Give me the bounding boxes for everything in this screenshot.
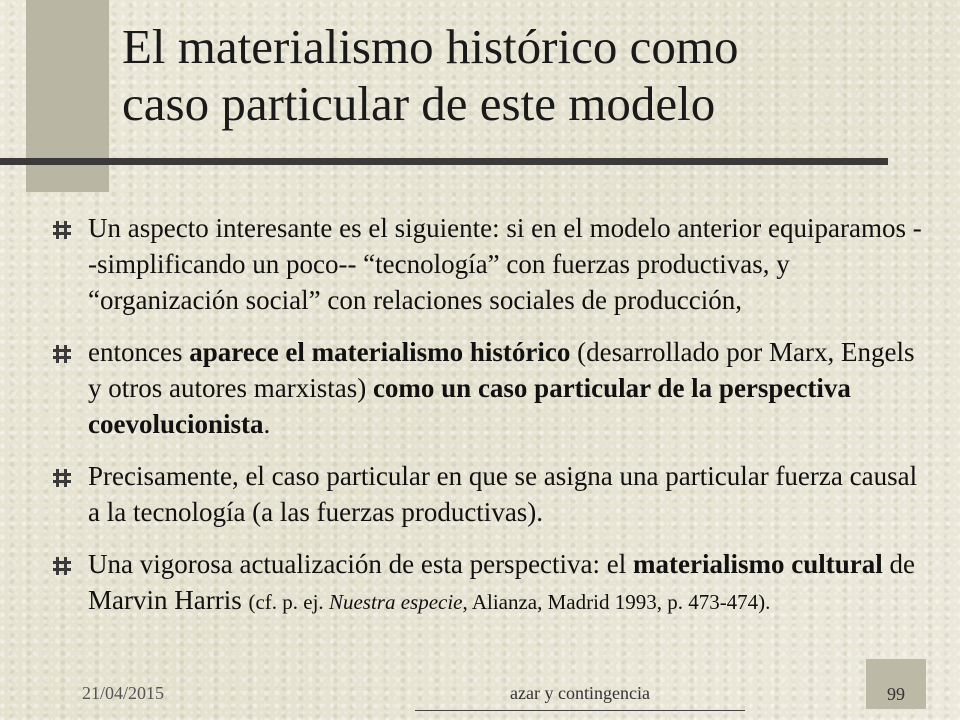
hash-bullet-icon: [52, 468, 72, 488]
bullet-item: [44, 546, 924, 620]
citation-text: (cf. p. ej.: [248, 590, 329, 614]
bullet-text: de Marvin Harris: [88, 549, 915, 615]
bullet-bold-text: materialismo cultural: [633, 549, 883, 579]
footer-center-label: azar y contingencia: [415, 683, 745, 711]
bullet-bold-text: como un caso particular de la perspectiva coevolucionista: [88, 373, 851, 439]
hash-bullet-icon: [52, 220, 72, 240]
page-number-box: [866, 659, 926, 709]
bullet-text: Un aspecto interesante es el siguiente: si en el modelo anterior equiparamos --simplificando un poco-- “tecnología” con fuerzas productivas, y “organización social” con relaciones sociales de producción,: [88, 213, 922, 315]
title-line-2: caso particular de este modelo: [122, 76, 716, 131]
page-number: 99: [887, 684, 905, 704]
bullet-text: .: [263, 409, 271, 439]
bullet-item: [44, 210, 924, 318]
hash-bullet-icon: [52, 556, 72, 576]
bullet-list: [44, 210, 924, 636]
footer-date: 21/04/2015: [82, 683, 165, 703]
title-line-1: El materialismo histórico como: [122, 19, 739, 74]
bullet-text: Precisamente, el caso particular en que se asigna una particular fuerza causal a la tecnología (a las fuerzas productivas).: [88, 461, 918, 527]
bullet-text: entonces: [88, 337, 190, 367]
bullet-item: [44, 458, 924, 530]
citation-text: , Alianza, Madrid 1993, p. 473-474).: [462, 590, 771, 614]
bullet-text: Una vigorosa actualización de esta perspectiva: el: [88, 549, 634, 579]
bullet-bold-text: aparece el materialismo histórico: [189, 337, 571, 367]
hash-bullet-icon: [52, 344, 72, 364]
title-underline: [0, 158, 888, 165]
book-title: Nuestra especie: [328, 590, 463, 614]
bullet-item: [44, 334, 924, 442]
bullet-text: (desarrollado por Marx, Engels y otros autores marxistas): [88, 337, 915, 403]
slide-title: [122, 18, 942, 132]
